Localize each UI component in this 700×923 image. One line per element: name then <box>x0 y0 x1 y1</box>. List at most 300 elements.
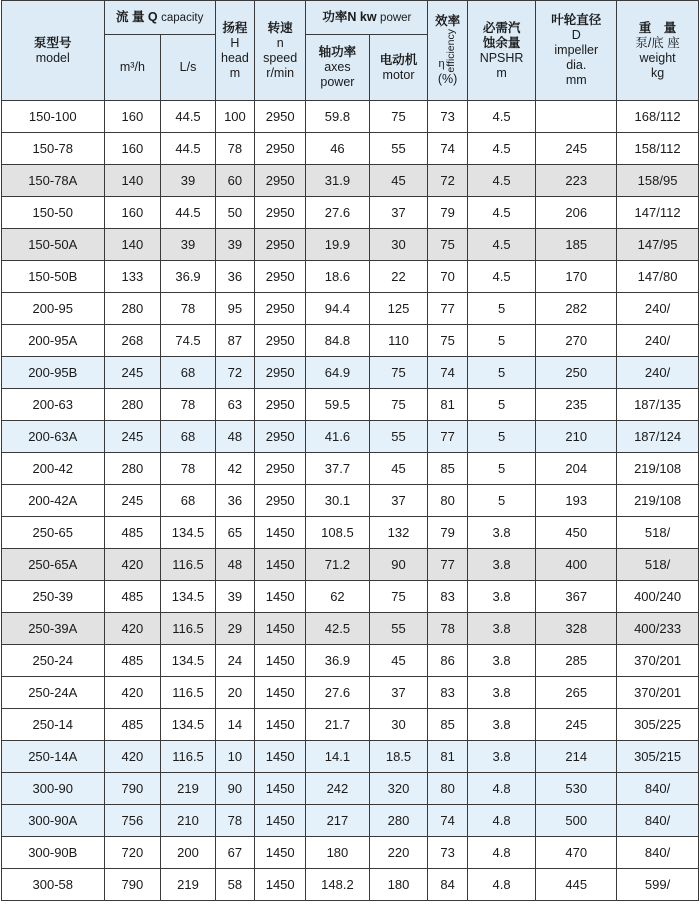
cell-motor-power: 110 <box>369 325 428 357</box>
cell-axes-power: 108.5 <box>306 517 369 549</box>
cell-efficiency: 75 <box>428 229 467 261</box>
table-row <box>2 357 699 389</box>
cell-npshr: 3.8 <box>467 581 536 613</box>
cell-head: 39 <box>215 581 254 613</box>
cell-weight: 305/225 <box>617 709 699 741</box>
cell-flow-m3h: 280 <box>104 453 161 485</box>
cell-npshr: 3.8 <box>467 709 536 741</box>
cell-weight: 305/215 <box>617 741 699 773</box>
cell-npshr: 4.5 <box>467 133 536 165</box>
cell-motor-power: 75 <box>369 357 428 389</box>
cell-motor-power: 55 <box>369 133 428 165</box>
cell-npshr: 4.8 <box>467 837 536 869</box>
cell-speed: 1450 <box>255 677 306 709</box>
cell-flow-ls: 78 <box>161 389 216 421</box>
cell-model: 150-100 <box>2 101 105 133</box>
cell-npshr: 5 <box>467 389 536 421</box>
cell-model: 300-58 <box>2 869 105 901</box>
cell-flow-ls: 74.5 <box>161 325 216 357</box>
cell-npshr: 5 <box>467 485 536 517</box>
header-power: 功率N kw power <box>306 1 428 35</box>
cell-motor-power: 30 <box>369 229 428 261</box>
cell-flow-m3h: 420 <box>104 677 161 709</box>
cell-npshr: 5 <box>467 357 536 389</box>
header-speed: 转速 n speed r/min <box>255 1 306 101</box>
cell-flow-ls: 134.5 <box>161 645 216 677</box>
cell-flow-ls: 134.5 <box>161 517 216 549</box>
cell-axes-power: 36.9 <box>306 645 369 677</box>
cell-speed: 1450 <box>255 581 306 613</box>
cell-axes-power: 42.5 <box>306 613 369 645</box>
cell-speed: 2950 <box>255 101 306 133</box>
cell-weight: 158/112 <box>617 133 699 165</box>
cell-head: 60 <box>215 165 254 197</box>
cell-model: 200-63A <box>2 421 105 453</box>
cell-npshr: 3.8 <box>467 517 536 549</box>
cell-weight: 158/95 <box>617 165 699 197</box>
cell-flow-ls: 200 <box>161 837 216 869</box>
cell-impeller-dia <box>536 101 617 133</box>
cell-model: 200-95B <box>2 357 105 389</box>
cell-axes-power: 18.6 <box>306 261 369 293</box>
cell-impeller-dia: 170 <box>536 261 617 293</box>
cell-head: 95 <box>215 293 254 325</box>
table-row <box>2 325 699 357</box>
cell-model: 150-50 <box>2 197 105 229</box>
cell-flow-m3h: 790 <box>104 773 161 805</box>
cell-npshr: 4.8 <box>467 773 536 805</box>
cell-model: 200-63 <box>2 389 105 421</box>
cell-speed: 1450 <box>255 805 306 837</box>
cell-weight: 219/108 <box>617 453 699 485</box>
cell-impeller-dia: 530 <box>536 773 617 805</box>
cell-model: 150-50B <box>2 261 105 293</box>
cell-efficiency: 74 <box>428 357 467 389</box>
cell-weight: 187/135 <box>617 389 699 421</box>
table-row <box>2 677 699 709</box>
cell-flow-m3h: 790 <box>104 869 161 901</box>
cell-motor-power: 55 <box>369 421 428 453</box>
cell-head: 50 <box>215 197 254 229</box>
cell-speed: 2950 <box>255 485 306 517</box>
cell-flow-m3h: 268 <box>104 325 161 357</box>
header-weight: 重 量 泵/底 座 weight kg <box>617 1 699 101</box>
cell-weight: 187/124 <box>617 421 699 453</box>
cell-axes-power: 27.6 <box>306 677 369 709</box>
cell-impeller-dia: 206 <box>536 197 617 229</box>
cell-motor-power: 180 <box>369 869 428 901</box>
cell-npshr: 4.5 <box>467 197 536 229</box>
cell-flow-m3h: 160 <box>104 133 161 165</box>
cell-weight: 147/95 <box>617 229 699 261</box>
cell-npshr: 5 <box>467 325 536 357</box>
cell-flow-ls: 78 <box>161 293 216 325</box>
cell-weight: 147/80 <box>617 261 699 293</box>
cell-flow-m3h: 420 <box>104 549 161 581</box>
cell-flow-ls: 116.5 <box>161 613 216 645</box>
header-motor-power: 电动机 motor <box>369 35 428 101</box>
cell-model: 150-78A <box>2 165 105 197</box>
cell-head: 10 <box>215 741 254 773</box>
cell-head: 20 <box>215 677 254 709</box>
table-row <box>2 517 699 549</box>
cell-head: 67 <box>215 837 254 869</box>
cell-speed: 1450 <box>255 869 306 901</box>
cell-npshr: 4.5 <box>467 261 536 293</box>
cell-impeller-dia: 500 <box>536 805 617 837</box>
cell-flow-ls: 116.5 <box>161 741 216 773</box>
table-body <box>2 101 699 901</box>
cell-model: 250-39 <box>2 581 105 613</box>
cell-weight: 240/ <box>617 357 699 389</box>
cell-efficiency: 77 <box>428 293 467 325</box>
cell-model: 250-39A <box>2 613 105 645</box>
cell-model: 250-24 <box>2 645 105 677</box>
cell-efficiency: 79 <box>428 517 467 549</box>
cell-head: 63 <box>215 389 254 421</box>
cell-speed: 1450 <box>255 613 306 645</box>
cell-flow-ls: 39 <box>161 229 216 261</box>
cell-flow-m3h: 756 <box>104 805 161 837</box>
table-row <box>2 261 699 293</box>
cell-motor-power: 75 <box>369 389 428 421</box>
cell-speed: 2950 <box>255 293 306 325</box>
cell-flow-m3h: 140 <box>104 165 161 197</box>
table-header <box>2 1 699 101</box>
table-row <box>2 389 699 421</box>
cell-flow-m3h: 160 <box>104 197 161 229</box>
cell-speed: 2950 <box>255 261 306 293</box>
cell-motor-power: 30 <box>369 709 428 741</box>
cell-head: 48 <box>215 549 254 581</box>
cell-weight: 840/ <box>617 805 699 837</box>
cell-flow-m3h: 485 <box>104 645 161 677</box>
cell-model: 150-50A <box>2 229 105 261</box>
cell-motor-power: 320 <box>369 773 428 805</box>
cell-model: 300-90A <box>2 805 105 837</box>
cell-efficiency: 84 <box>428 869 467 901</box>
cell-efficiency: 81 <box>428 741 467 773</box>
cell-weight: 840/ <box>617 837 699 869</box>
cell-impeller-dia: 285 <box>536 645 617 677</box>
cell-efficiency: 70 <box>428 261 467 293</box>
cell-speed: 1450 <box>255 645 306 677</box>
cell-impeller-dia: 367 <box>536 581 617 613</box>
cell-efficiency: 86 <box>428 645 467 677</box>
cell-efficiency: 74 <box>428 133 467 165</box>
cell-weight: 518/ <box>617 517 699 549</box>
cell-model: 250-14A <box>2 741 105 773</box>
cell-weight: 599/ <box>617 869 699 901</box>
cell-axes-power: 46 <box>306 133 369 165</box>
cell-weight: 518/ <box>617 549 699 581</box>
cell-weight: 240/ <box>617 325 699 357</box>
table-row <box>2 613 699 645</box>
cell-head: 65 <box>215 517 254 549</box>
cell-efficiency: 83 <box>428 581 467 613</box>
cell-motor-power: 55 <box>369 613 428 645</box>
cell-flow-m3h: 485 <box>104 709 161 741</box>
cell-model: 250-65A <box>2 549 105 581</box>
cell-speed: 1450 <box>255 837 306 869</box>
pump-spec-table <box>1 0 699 901</box>
cell-efficiency: 81 <box>428 389 467 421</box>
cell-efficiency: 77 <box>428 549 467 581</box>
cell-weight: 370/201 <box>617 677 699 709</box>
cell-flow-ls: 68 <box>161 421 216 453</box>
cell-efficiency: 79 <box>428 197 467 229</box>
cell-impeller-dia: 400 <box>536 549 617 581</box>
table-row <box>2 805 699 837</box>
cell-npshr: 4.5 <box>467 229 536 261</box>
cell-head: 29 <box>215 613 254 645</box>
cell-flow-ls: 36.9 <box>161 261 216 293</box>
cell-npshr: 5 <box>467 293 536 325</box>
cell-efficiency: 77 <box>428 421 467 453</box>
cell-npshr: 3.8 <box>467 677 536 709</box>
cell-speed: 2950 <box>255 325 306 357</box>
cell-head: 87 <box>215 325 254 357</box>
cell-motor-power: 37 <box>369 485 428 517</box>
cell-flow-m3h: 420 <box>104 613 161 645</box>
cell-impeller-dia: 470 <box>536 837 617 869</box>
cell-flow-ls: 39 <box>161 165 216 197</box>
cell-axes-power: 19.9 <box>306 229 369 261</box>
cell-model: 250-24A <box>2 677 105 709</box>
cell-flow-ls: 210 <box>161 805 216 837</box>
table-row <box>2 165 699 197</box>
cell-impeller-dia: 210 <box>536 421 617 453</box>
cell-axes-power: 242 <box>306 773 369 805</box>
table-row <box>2 101 699 133</box>
cell-impeller-dia: 245 <box>536 709 617 741</box>
cell-efficiency: 75 <box>428 325 467 357</box>
cell-efficiency: 80 <box>428 485 467 517</box>
table-row <box>2 741 699 773</box>
cell-impeller-dia: 245 <box>536 133 617 165</box>
cell-motor-power: 132 <box>369 517 428 549</box>
cell-weight: 370/201 <box>617 645 699 677</box>
cell-axes-power: 59.5 <box>306 389 369 421</box>
cell-speed: 2950 <box>255 389 306 421</box>
cell-flow-ls: 219 <box>161 773 216 805</box>
cell-impeller-dia: 204 <box>536 453 617 485</box>
cell-motor-power: 18.5 <box>369 741 428 773</box>
cell-flow-ls: 44.5 <box>161 197 216 229</box>
header-flow-ls: L/s <box>161 35 216 101</box>
cell-model: 200-95 <box>2 293 105 325</box>
cell-impeller-dia: 185 <box>536 229 617 261</box>
cell-impeller-dia: 235 <box>536 389 617 421</box>
cell-efficiency: 85 <box>428 453 467 485</box>
cell-speed: 1450 <box>255 741 306 773</box>
cell-motor-power: 90 <box>369 549 428 581</box>
cell-flow-m3h: 485 <box>104 581 161 613</box>
cell-model: 300-90 <box>2 773 105 805</box>
cell-efficiency: 85 <box>428 709 467 741</box>
cell-motor-power: 37 <box>369 197 428 229</box>
cell-speed: 2950 <box>255 453 306 485</box>
cell-speed: 1450 <box>255 549 306 581</box>
cell-motor-power: 45 <box>369 165 428 197</box>
cell-model: 250-14 <box>2 709 105 741</box>
cell-head: 100 <box>215 101 254 133</box>
cell-efficiency: 72 <box>428 165 467 197</box>
cell-speed: 2950 <box>255 229 306 261</box>
cell-flow-m3h: 245 <box>104 485 161 517</box>
cell-efficiency: 74 <box>428 805 467 837</box>
cell-flow-ls: 78 <box>161 453 216 485</box>
cell-motor-power: 45 <box>369 645 428 677</box>
cell-model: 200-95A <box>2 325 105 357</box>
cell-speed: 1450 <box>255 517 306 549</box>
cell-weight: 147/112 <box>617 197 699 229</box>
cell-flow-m3h: 720 <box>104 837 161 869</box>
cell-head: 39 <box>215 229 254 261</box>
cell-impeller-dia: 250 <box>536 357 617 389</box>
cell-axes-power: 148.2 <box>306 869 369 901</box>
cell-motor-power: 37 <box>369 677 428 709</box>
cell-weight: 219/108 <box>617 485 699 517</box>
cell-motor-power: 280 <box>369 805 428 837</box>
table-row <box>2 645 699 677</box>
cell-axes-power: 41.6 <box>306 421 369 453</box>
cell-impeller-dia: 445 <box>536 869 617 901</box>
cell-axes-power: 64.9 <box>306 357 369 389</box>
cell-flow-m3h: 160 <box>104 101 161 133</box>
cell-npshr: 3.8 <box>467 613 536 645</box>
header-flow-m3h: m³/h <box>104 35 161 101</box>
table-row <box>2 581 699 613</box>
cell-impeller-dia: 328 <box>536 613 617 645</box>
cell-flow-ls: 134.5 <box>161 709 216 741</box>
cell-flow-ls: 134.5 <box>161 581 216 613</box>
table-row <box>2 421 699 453</box>
header-npsh: 必需汽 蚀余量 NPSHR m <box>467 1 536 101</box>
cell-flow-m3h: 280 <box>104 293 161 325</box>
cell-axes-power: 217 <box>306 805 369 837</box>
cell-npshr: 3.8 <box>467 741 536 773</box>
cell-head: 36 <box>215 485 254 517</box>
cell-flow-m3h: 245 <box>104 357 161 389</box>
cell-npshr: 3.8 <box>467 549 536 581</box>
table-row <box>2 453 699 485</box>
cell-motor-power: 220 <box>369 837 428 869</box>
cell-axes-power: 84.8 <box>306 325 369 357</box>
cell-speed: 2950 <box>255 421 306 453</box>
cell-speed: 1450 <box>255 773 306 805</box>
cell-motor-power: 75 <box>369 101 428 133</box>
cell-head: 58 <box>215 869 254 901</box>
cell-head: 36 <box>215 261 254 293</box>
cell-flow-ls: 116.5 <box>161 677 216 709</box>
cell-speed: 2950 <box>255 357 306 389</box>
cell-impeller-dia: 265 <box>536 677 617 709</box>
header-axes-power: 轴功率 axes power <box>306 35 369 101</box>
table-row <box>2 133 699 165</box>
cell-axes-power: 180 <box>306 837 369 869</box>
cell-model: 300-90B <box>2 837 105 869</box>
cell-efficiency: 73 <box>428 837 467 869</box>
cell-axes-power: 94.4 <box>306 293 369 325</box>
cell-head: 78 <box>215 133 254 165</box>
cell-npshr: 5 <box>467 453 536 485</box>
cell-efficiency: 73 <box>428 101 467 133</box>
cell-model: 150-78 <box>2 133 105 165</box>
cell-axes-power: 31.9 <box>306 165 369 197</box>
cell-weight: 400/240 <box>617 581 699 613</box>
cell-model: 200-42A <box>2 485 105 517</box>
cell-flow-m3h: 245 <box>104 421 161 453</box>
table-row <box>2 197 699 229</box>
table-row <box>2 293 699 325</box>
cell-speed: 2950 <box>255 197 306 229</box>
cell-head: 78 <box>215 805 254 837</box>
cell-flow-ls: 68 <box>161 485 216 517</box>
cell-npshr: 3.8 <box>467 645 536 677</box>
cell-flow-ls: 44.5 <box>161 133 216 165</box>
cell-model: 250-65 <box>2 517 105 549</box>
cell-flow-ls: 219 <box>161 869 216 901</box>
cell-motor-power: 22 <box>369 261 428 293</box>
cell-axes-power: 30.1 <box>306 485 369 517</box>
cell-motor-power: 125 <box>369 293 428 325</box>
cell-efficiency: 80 <box>428 773 467 805</box>
cell-axes-power: 27.6 <box>306 197 369 229</box>
table-row <box>2 229 699 261</box>
table-row <box>2 837 699 869</box>
cell-axes-power: 21.7 <box>306 709 369 741</box>
cell-impeller-dia: 223 <box>536 165 617 197</box>
header-head: 扬程 H head m <box>215 1 254 101</box>
table-row <box>2 709 699 741</box>
table-row <box>2 869 699 901</box>
cell-speed: 2950 <box>255 133 306 165</box>
cell-flow-m3h: 280 <box>104 389 161 421</box>
cell-flow-m3h: 485 <box>104 517 161 549</box>
cell-speed: 2950 <box>255 165 306 197</box>
cell-weight: 168/112 <box>617 101 699 133</box>
cell-efficiency: 83 <box>428 677 467 709</box>
cell-motor-power: 75 <box>369 581 428 613</box>
cell-motor-power: 45 <box>369 453 428 485</box>
cell-flow-ls: 116.5 <box>161 549 216 581</box>
table-row <box>2 485 699 517</box>
cell-model: 200-42 <box>2 453 105 485</box>
cell-npshr: 4.5 <box>467 165 536 197</box>
cell-impeller-dia: 450 <box>536 517 617 549</box>
cell-axes-power: 14.1 <box>306 741 369 773</box>
cell-head: 90 <box>215 773 254 805</box>
cell-npshr: 5 <box>467 421 536 453</box>
cell-axes-power: 62 <box>306 581 369 613</box>
cell-flow-m3h: 420 <box>104 741 161 773</box>
cell-head: 14 <box>215 709 254 741</box>
cell-head: 48 <box>215 421 254 453</box>
cell-axes-power: 59.8 <box>306 101 369 133</box>
cell-head: 72 <box>215 357 254 389</box>
cell-impeller-dia: 214 <box>536 741 617 773</box>
cell-flow-ls: 44.5 <box>161 101 216 133</box>
cell-impeller-dia: 270 <box>536 325 617 357</box>
cell-flow-m3h: 133 <box>104 261 161 293</box>
cell-flow-m3h: 140 <box>104 229 161 261</box>
table-row <box>2 773 699 805</box>
cell-weight: 240/ <box>617 293 699 325</box>
cell-axes-power: 71.2 <box>306 549 369 581</box>
cell-impeller-dia: 193 <box>536 485 617 517</box>
cell-speed: 1450 <box>255 709 306 741</box>
